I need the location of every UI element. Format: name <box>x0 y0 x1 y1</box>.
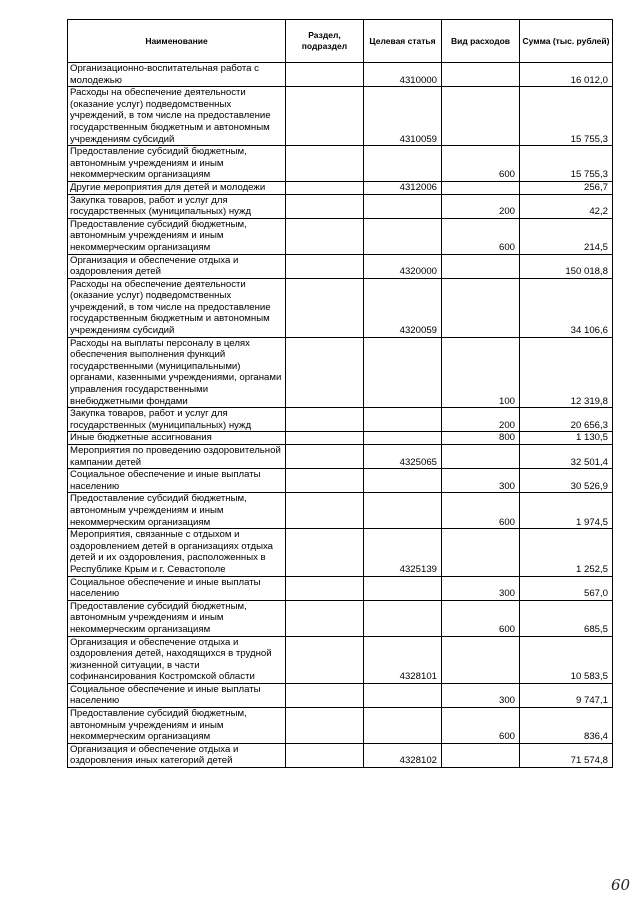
header-target: Целевая статья <box>364 20 442 63</box>
row-target <box>364 493 442 529</box>
table-header-row <box>68 20 613 63</box>
row-name: Мероприятия по проведению оздоровительной кампании детей <box>68 445 286 469</box>
row-sum: 1 130,5 <box>520 432 613 445</box>
row-sum: 30 526,9 <box>520 469 613 493</box>
row-sum: 16 012,0 <box>520 63 613 87</box>
row-kind: 300 <box>442 469 520 493</box>
row-name: Предоставление субсидий бюджетным, автономным учреждениям и иным некоммерческим организациям <box>68 146 286 182</box>
row-sum: 42,2 <box>520 194 613 218</box>
table-row <box>68 743 613 767</box>
budget-table <box>67 19 613 768</box>
row-kind: 800 <box>442 432 520 445</box>
row-section <box>286 708 364 744</box>
table-row <box>68 432 613 445</box>
row-name: Мероприятия, связанные с отдыхом и оздоровлением детей в организациях отдыха детей и их оздоровления, расположенных в Республике Крым и г. Севастополе <box>68 529 286 576</box>
row-name: Расходы на обеспечение деятельности (оказание услуг) подведомственных учреждений, в том числе на предоставление государственным бюджетным и автономным учреждениям субсидий <box>68 87 286 146</box>
row-kind: 200 <box>442 408 520 432</box>
header-section: Раздел, подраздел <box>286 20 364 63</box>
row-section <box>286 278 364 337</box>
row-sum: 10 583,5 <box>520 636 613 683</box>
row-name: Предоставление субсидий бюджетным, автономным учреждениям и иным некоммерческим организациям <box>68 493 286 529</box>
row-name: Расходы на выплаты персоналу в целях обеспечения выполнения функций государственными (муниципальными) органами, казенными учреждениями, органами управления государственными внебюджетными фондами <box>68 337 286 408</box>
row-target <box>364 576 442 600</box>
row-sum: 256,7 <box>520 181 613 194</box>
row-name: Иные бюджетные ассигнования <box>68 432 286 445</box>
row-section <box>286 576 364 600</box>
row-name: Организация и обеспечение отдыха и оздоровления иных категорий детей <box>68 743 286 767</box>
row-sum: 71 574,8 <box>520 743 613 767</box>
table-row <box>68 445 613 469</box>
row-kind: 100 <box>442 337 520 408</box>
row-kind <box>442 87 520 146</box>
row-section <box>286 529 364 576</box>
table-row <box>68 529 613 576</box>
row-name: Социальное обеспечение и иные выплаты населению <box>68 469 286 493</box>
table-row <box>68 337 613 408</box>
row-kind <box>442 181 520 194</box>
row-target: 4325139 <box>364 529 442 576</box>
row-section <box>286 743 364 767</box>
row-kind: 600 <box>442 146 520 182</box>
row-sum: 32 501,4 <box>520 445 613 469</box>
row-kind: 600 <box>442 493 520 529</box>
row-section <box>286 63 364 87</box>
row-section <box>286 218 364 254</box>
row-kind <box>442 63 520 87</box>
row-name: Предоставление субсидий бюджетным, автономным учреждениям и иным некоммерческим организациям <box>68 708 286 744</box>
row-kind <box>442 278 520 337</box>
table-row <box>68 87 613 146</box>
row-sum: 1 974,5 <box>520 493 613 529</box>
row-sum: 836,4 <box>520 708 613 744</box>
row-target: 4328102 <box>364 743 442 767</box>
table-row <box>68 576 613 600</box>
row-sum: 15 755,3 <box>520 87 613 146</box>
row-target <box>364 218 442 254</box>
header-name: Наименование <box>68 20 286 63</box>
row-name: Закупка товаров, работ и услуг для государственных (муниципальных) нужд <box>68 408 286 432</box>
row-kind <box>442 254 520 278</box>
row-kind <box>442 529 520 576</box>
row-section <box>286 146 364 182</box>
row-target: 4310000 <box>364 63 442 87</box>
header-sum: Сумма (тыс. рублей) <box>520 20 613 63</box>
row-kind: 200 <box>442 194 520 218</box>
row-section <box>286 469 364 493</box>
row-kind: 300 <box>442 576 520 600</box>
row-target: 4325065 <box>364 445 442 469</box>
row-section <box>286 432 364 445</box>
row-target: 4328101 <box>364 636 442 683</box>
table-row <box>68 469 613 493</box>
row-target <box>364 683 442 707</box>
row-section <box>286 194 364 218</box>
row-sum: 685,5 <box>520 600 613 636</box>
row-target <box>364 708 442 744</box>
row-section <box>286 493 364 529</box>
row-name: Организация и обеспечение отдыха и оздоровления детей, находящихся в трудной жизненной ситуации, в части софинансирования Костромской области <box>68 636 286 683</box>
row-section <box>286 683 364 707</box>
row-kind: 600 <box>442 600 520 636</box>
row-section <box>286 254 364 278</box>
table-row <box>68 63 613 87</box>
row-target: 4312006 <box>364 181 442 194</box>
row-sum: 214,5 <box>520 218 613 254</box>
table-row <box>68 254 613 278</box>
row-name: Другие мероприятия для детей и молодежи <box>68 181 286 194</box>
row-name: Закупка товаров, работ и услуг для государственных (муниципальных) нужд <box>68 194 286 218</box>
row-kind: 600 <box>442 218 520 254</box>
row-section <box>286 408 364 432</box>
row-sum: 20 656,3 <box>520 408 613 432</box>
row-sum: 34 106,6 <box>520 278 613 337</box>
row-section <box>286 600 364 636</box>
row-target <box>364 432 442 445</box>
row-kind <box>442 636 520 683</box>
row-kind: 600 <box>442 708 520 744</box>
table-row <box>68 708 613 744</box>
table-row <box>68 194 613 218</box>
row-sum: 15 755,3 <box>520 146 613 182</box>
table-row <box>68 218 613 254</box>
row-kind: 300 <box>442 683 520 707</box>
row-target <box>364 469 442 493</box>
row-target: 4310059 <box>364 87 442 146</box>
table-row <box>68 278 613 337</box>
row-sum: 1 252,5 <box>520 529 613 576</box>
row-target <box>364 146 442 182</box>
page-number: 60 <box>611 876 631 894</box>
row-name: Социальное обеспечение и иные выплаты населению <box>68 683 286 707</box>
row-name: Предоставление субсидий бюджетным, автономным учреждениям и иным некоммерческим организациям <box>68 600 286 636</box>
row-name: Предоставление субсидий бюджетным, автономным учреждениям и иным некоммерческим организациям <box>68 218 286 254</box>
row-section <box>286 181 364 194</box>
row-target <box>364 408 442 432</box>
row-target <box>364 337 442 408</box>
row-name: Социальное обеспечение и иные выплаты населению <box>68 576 286 600</box>
row-sum: 9 747,1 <box>520 683 613 707</box>
table-row <box>68 683 613 707</box>
row-target <box>364 600 442 636</box>
row-section <box>286 636 364 683</box>
row-kind <box>442 743 520 767</box>
table-body <box>68 63 613 768</box>
table-row <box>68 408 613 432</box>
row-section <box>286 445 364 469</box>
row-kind <box>442 445 520 469</box>
row-section <box>286 87 364 146</box>
row-name: Организационно-воспитательная работа с молодежью <box>68 63 286 87</box>
row-section <box>286 337 364 408</box>
table-row <box>68 636 613 683</box>
table-row <box>68 146 613 182</box>
row-name: Расходы на обеспечение деятельности (оказание услуг) подведомственных учреждений, в том числе на предоставление государственным бюджетным и автономным учреждениям субсидий <box>68 278 286 337</box>
row-sum: 12 319,8 <box>520 337 613 408</box>
row-name: Организация и обеспечение отдыха и оздоровления детей <box>68 254 286 278</box>
row-target: 4320000 <box>364 254 442 278</box>
row-sum: 150 018,8 <box>520 254 613 278</box>
header-kind: Вид расходов <box>442 20 520 63</box>
row-target <box>364 194 442 218</box>
row-sum: 567,0 <box>520 576 613 600</box>
table-row <box>68 600 613 636</box>
row-target: 4320059 <box>364 278 442 337</box>
table-row <box>68 493 613 529</box>
table-row <box>68 181 613 194</box>
